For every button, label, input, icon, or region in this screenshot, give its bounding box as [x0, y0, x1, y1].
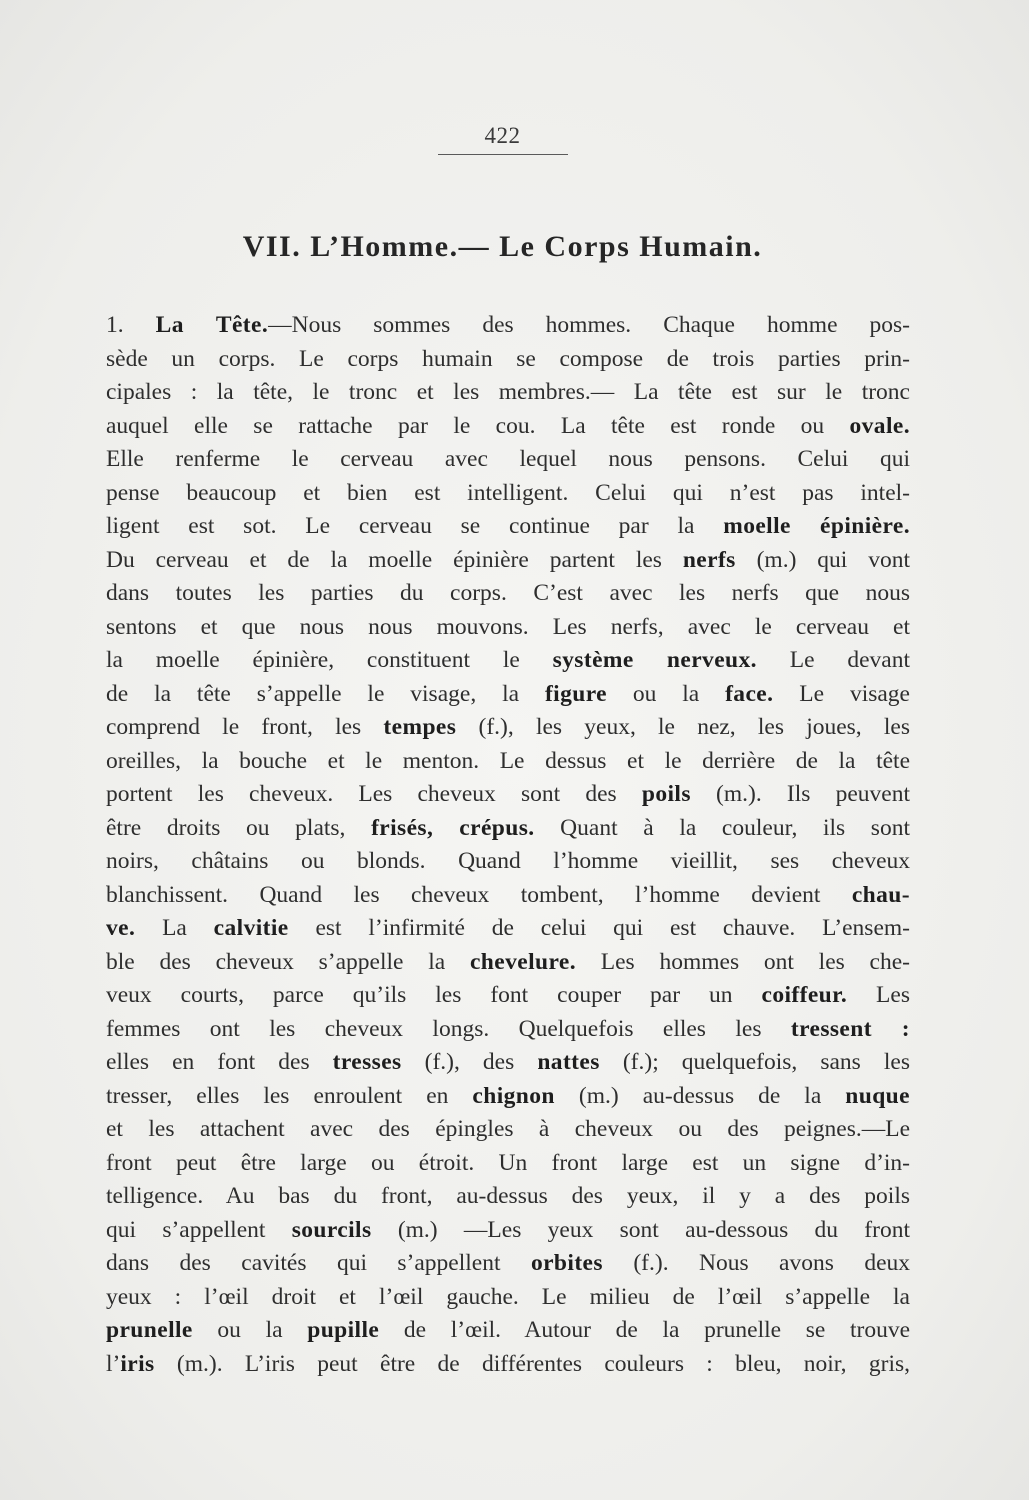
body-text — [106, 309, 910, 1381]
text-run: ble des cheveux s’appelle la — [106, 948, 470, 975]
text-line — [106, 1080, 910, 1114]
text-run: l’ — [106, 1350, 121, 1377]
text-run: (f.); quelquefois, sans les — [599, 1049, 910, 1075]
bold-term: pupille — [307, 1317, 380, 1343]
text-line — [106, 1046, 910, 1080]
bold-term: iris — [120, 1350, 155, 1377]
bold-term: système nerveux. — [552, 647, 757, 673]
text-run: est l’infirmité de celui qui est chauve. L’ensem- — [288, 915, 910, 941]
text-line — [106, 343, 910, 377]
text-line — [106, 979, 910, 1013]
text-line — [106, 1214, 910, 1248]
text-line — [106, 1281, 910, 1315]
text-run: oreilles, la bouche et le menton. Le dessus et le derrière de la tête — [106, 747, 910, 774]
text-line — [106, 1113, 910, 1147]
text-run: Le devant — [756, 647, 910, 673]
text-run: femmes ont les cheveux longs. Quelquefois elles les — [106, 1015, 791, 1042]
text-run: auquel elle se rattache par le cou. La tête est ronde ou — [106, 412, 850, 439]
bold-term: tresses — [332, 1049, 402, 1075]
text-run: (m.) —Les yeux sont au-dessous du front — [371, 1216, 910, 1243]
text-line — [106, 510, 910, 544]
text-run: dans toutes les parties du corps. C’est avec les nerfs que nous — [106, 580, 910, 606]
bold-term: frisés, crépus. — [371, 814, 535, 841]
text-run: sentons et que nous nous mouvons. Les nerfs, avec le cerveau et — [106, 613, 910, 640]
bold-term: nerfs — [682, 546, 736, 573]
text-line — [106, 745, 910, 779]
text-line — [106, 1013, 910, 1047]
text-run: cipales : la tête, le tronc et les membres.— La tête est sur le tronc — [106, 379, 910, 405]
text-run: (m.) qui vont — [735, 546, 910, 573]
text-line — [106, 912, 910, 946]
bold-term: tressent : — [790, 1015, 910, 1042]
bold-term: moelle épinière. — [723, 513, 910, 539]
page-number: 422 — [484, 123, 521, 148]
text-run: (f.). Nous avons deux — [602, 1250, 910, 1276]
text-line — [106, 611, 910, 645]
text-run: telligence. Au bas du front, au-dessus des yeux, il y a des poils — [106, 1183, 910, 1209]
text-run: (m.). L’iris peut être de différentes couleurs : bleu, noir, gris, — [154, 1350, 910, 1377]
bold-term: poils — [641, 781, 691, 807]
text-line — [106, 376, 910, 410]
bold-term: La Tête. — [155, 312, 269, 338]
text-run: La — [135, 915, 214, 941]
text-run: portent les cheveux. Les cheveux sont des — [106, 781, 642, 807]
text-line — [106, 477, 910, 511]
text-run: blanchissent. Quand les cheveux tombent, l’homme devient — [106, 881, 852, 908]
bold-term: chignon — [472, 1082, 555, 1109]
text-run: Du cerveau et de la moelle épinière partent les — [106, 546, 683, 573]
text-line — [106, 1180, 910, 1214]
text-run: yeux : l’œil droit et l’œil gauche. Le milieu de l’œil s’appelle la — [106, 1283, 910, 1310]
text-run: de la tête s’appelle le visage, la — [106, 680, 545, 707]
text-line — [106, 1247, 910, 1281]
text-line — [106, 1314, 910, 1348]
text-run: Le visage — [773, 680, 910, 707]
bold-term: ovale. — [849, 412, 910, 439]
text-run: Les hommes ont les che- — [576, 948, 910, 975]
text-run: noirs, châtains ou blonds. Quand l’homme vieillit, ses cheveux — [106, 848, 910, 874]
header-rule — [438, 154, 568, 155]
text-run: Elle renferme le cerveau avec lequel nous pensons. Celui qui — [106, 446, 910, 472]
text-line — [106, 812, 910, 846]
text-line — [106, 711, 910, 745]
text-run: ou la — [192, 1317, 308, 1343]
text-run: —Nous sommes des hommes. Chaque homme pos- — [268, 312, 910, 338]
bold-term: nattes — [537, 1049, 600, 1075]
text-run: de l’œil. Autour de la prunelle se trouve — [379, 1317, 910, 1343]
text-line — [106, 1147, 910, 1181]
bold-term: calvitie — [213, 915, 289, 941]
text-run: (f.), des — [401, 1049, 538, 1075]
bold-term: ve. — [106, 915, 136, 941]
text-run: pense beaucoup et bien est intelligent. Celui qui n’est pas intel- — [106, 479, 910, 506]
text-line — [106, 644, 910, 678]
text-run: être droits ou plats, — [106, 814, 372, 841]
text-run: et les attachent avec des épingles à cheveux ou des peignes.—Le — [106, 1116, 910, 1142]
text-run: comprend le front, les — [106, 714, 384, 740]
text-run: front peut être large ou étroit. Un front large est un signe d’in- — [106, 1149, 910, 1176]
text-run: tresser, elles les enroulent en — [106, 1082, 473, 1109]
text-line — [106, 778, 910, 812]
text-line — [106, 678, 910, 712]
text-line — [106, 1348, 910, 1382]
bold-term: chevelure. — [469, 948, 576, 975]
bold-term: tempes — [383, 714, 457, 740]
bold-term: coiffeur. — [761, 982, 848, 1008]
text-run: Les — [847, 982, 910, 1008]
text-run: la moelle épinière, constituent le — [106, 647, 553, 673]
text-line — [106, 946, 910, 980]
bold-term: nuque — [845, 1082, 910, 1109]
text-run: ou la — [606, 680, 726, 707]
text-run: (f.), les yeux, le nez, les joues, les — [456, 714, 910, 740]
bold-term: chau- — [851, 881, 910, 908]
text-run: 1. — [106, 312, 156, 338]
text-run: sède un corps. Le corps humain se compose de trois parties prin- — [106, 345, 910, 372]
bold-term: orbites — [530, 1250, 603, 1276]
bold-term: prunelle — [106, 1317, 193, 1343]
text-line — [106, 410, 910, 444]
text-run: (m.) au-dessus de la — [554, 1082, 846, 1109]
text-line — [106, 845, 910, 879]
bold-term: figure — [544, 680, 607, 707]
text-line — [106, 443, 910, 477]
text-run: qui s’appellent — [106, 1216, 292, 1243]
text-run: dans des cavités qui s’appellent — [106, 1250, 531, 1276]
chapter-title: VII. L’Homme.— Le Corps Humain. — [242, 230, 763, 263]
text-run: elles en font des — [106, 1049, 333, 1075]
text-line — [106, 577, 910, 611]
text-run: veux courts, parce qu’ils les font couper par un — [106, 982, 762, 1008]
text-run: (m.). Ils peuvent — [690, 781, 910, 807]
bold-term: face. — [725, 680, 774, 707]
text-run: Quant à la couleur, ils sont — [534, 814, 910, 841]
text-line — [106, 544, 910, 578]
text-run: ligent est sot. Le cerveau se continue par la — [106, 513, 724, 539]
text-line — [106, 309, 910, 343]
bold-term: sourcils — [291, 1216, 372, 1243]
text-line — [106, 879, 910, 913]
